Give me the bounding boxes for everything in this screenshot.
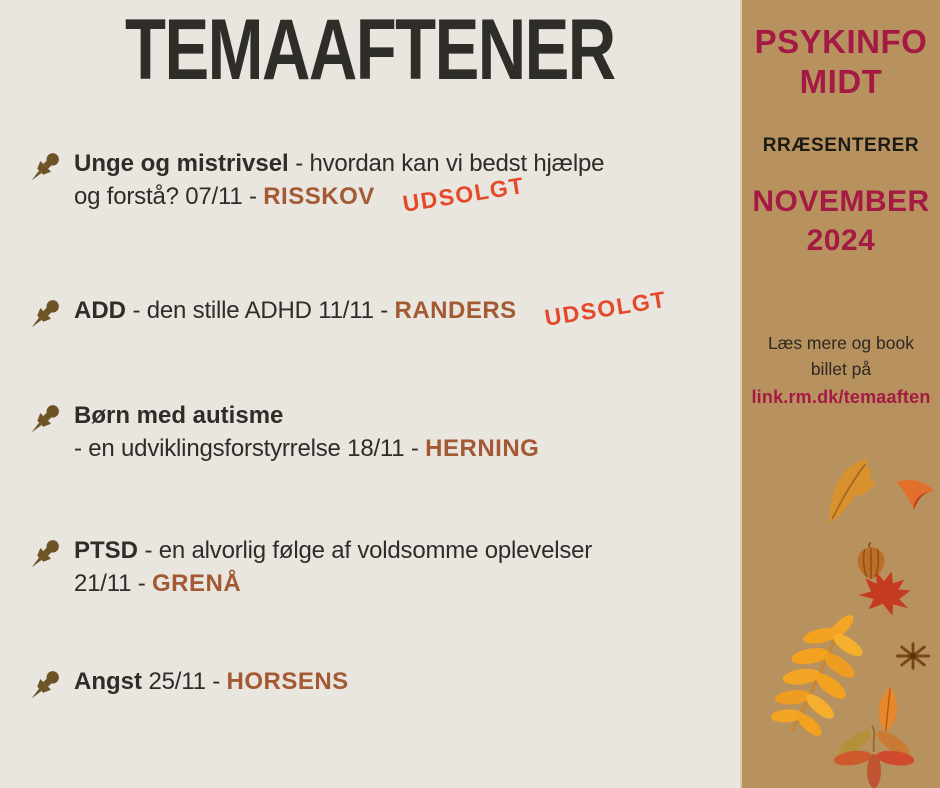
event-line bbox=[74, 171, 604, 217]
star-anise-icon bbox=[894, 640, 932, 672]
leaf-fragment-icon bbox=[890, 473, 939, 517]
event-desc: 25/11 - bbox=[142, 668, 227, 695]
event-line bbox=[74, 567, 592, 600]
maple-leaf-icon bbox=[853, 562, 920, 623]
cta-line1: Læs mere og book bbox=[768, 333, 914, 353]
event-item-boern-med-autisme bbox=[26, 399, 726, 465]
pushpin-icon bbox=[26, 665, 64, 707]
month-line1: NOVEMBER bbox=[752, 185, 930, 218]
event-text bbox=[74, 399, 539, 465]
event-desc: - den stille ADHD 11/11 - bbox=[126, 297, 395, 324]
event-title: ADD bbox=[74, 297, 126, 324]
event-line bbox=[74, 399, 539, 432]
brand-line1: PSYKINFO bbox=[754, 23, 928, 60]
event-text bbox=[74, 147, 605, 217]
event-text bbox=[74, 665, 349, 698]
event-location: HORSENS bbox=[226, 668, 349, 695]
event-text bbox=[74, 534, 592, 600]
brand-logo bbox=[742, 22, 940, 102]
page-title-text: TEMAAFTENER bbox=[125, 2, 615, 98]
event-item-angst bbox=[26, 665, 726, 707]
sold-out-badge: UDSOLGT bbox=[542, 285, 669, 331]
event-line bbox=[74, 432, 539, 465]
event-location: RANDERS bbox=[394, 297, 517, 324]
presents-label: RRÆSENTERER bbox=[762, 135, 920, 156]
event-desc: og forstå? 07/11 - bbox=[74, 183, 264, 210]
brand-line2: MIDT bbox=[799, 63, 883, 100]
event-item-add bbox=[26, 285, 726, 336]
event-item-ptsd bbox=[26, 534, 726, 600]
event-location: GRENÅ bbox=[152, 570, 242, 597]
event-location: HERNING bbox=[425, 435, 540, 462]
month-line2: 2024 bbox=[806, 224, 876, 257]
event-item-unge-og-mistrivsel bbox=[26, 147, 726, 217]
event-title: Angst bbox=[74, 668, 142, 695]
cta-line2: billet på bbox=[810, 359, 872, 379]
event-desc: 21/11 - bbox=[74, 570, 153, 597]
oak-leaf-icon bbox=[809, 453, 890, 529]
month-label bbox=[742, 182, 940, 260]
event-desc: - hvordan kan vi bedst hjælpe bbox=[288, 150, 605, 177]
pushpin-icon bbox=[26, 534, 64, 576]
booking-link[interactable]: link.rm.dk/temaaften bbox=[751, 387, 931, 407]
event-line bbox=[74, 665, 349, 698]
event-line bbox=[74, 534, 592, 567]
event-text bbox=[74, 285, 669, 331]
pushpin-icon bbox=[26, 147, 64, 189]
event-title: PTSD bbox=[74, 537, 139, 564]
cta-block bbox=[742, 330, 940, 410]
event-desc: - en udviklingsforstyrrelse 18/11 - bbox=[74, 435, 426, 462]
sidebar bbox=[740, 0, 940, 788]
sold-out-badge: UDSOLGT bbox=[400, 171, 527, 217]
event-desc: - en alvorlig følge af voldsomme oplevelser bbox=[138, 537, 593, 564]
event-line bbox=[74, 147, 604, 180]
event-title: Børn med autisme bbox=[74, 402, 284, 429]
event-line bbox=[74, 285, 669, 331]
creeper-leaf-icon bbox=[826, 724, 922, 788]
event-title: Unge og mistrivsel bbox=[74, 150, 289, 177]
pushpin-icon bbox=[26, 294, 64, 336]
event-location: RISSKOV bbox=[263, 183, 375, 210]
pushpin-icon bbox=[26, 399, 64, 441]
page-title bbox=[0, 2, 740, 98]
rowan-leaf-icon bbox=[764, 605, 871, 742]
